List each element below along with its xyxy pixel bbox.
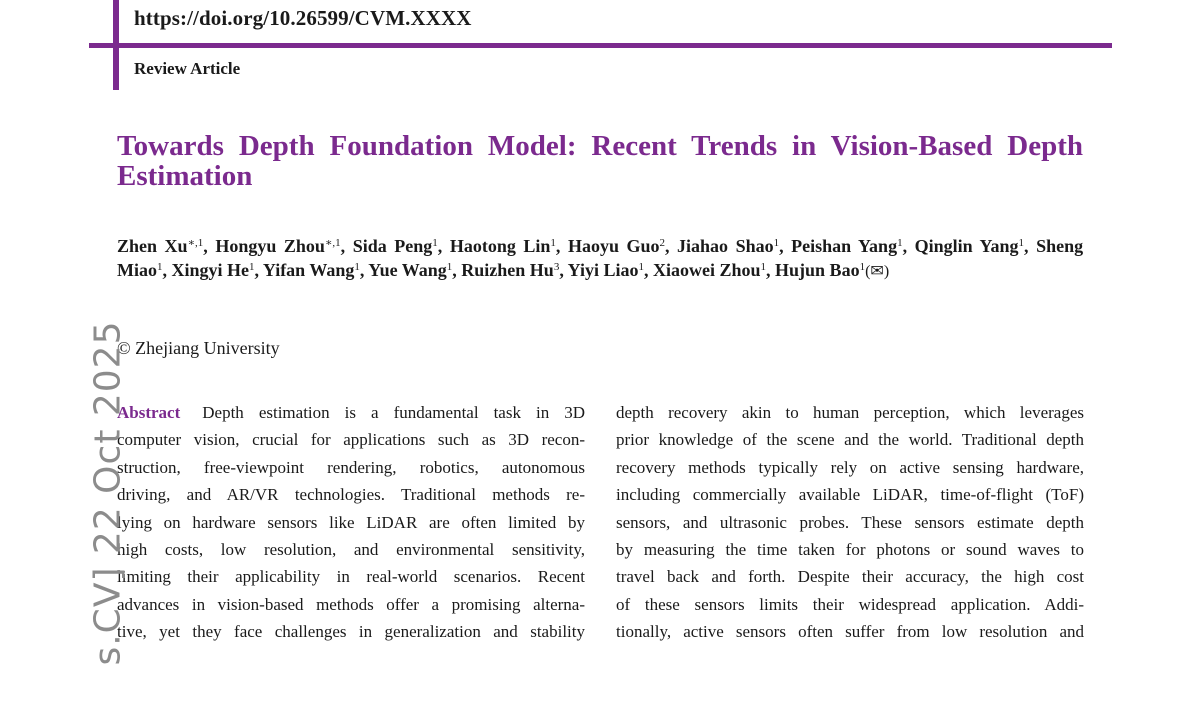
abstract-label: Abstract xyxy=(117,403,181,422)
author-affiliation-mark: 1 xyxy=(446,261,453,273)
abstract-line-text: recovery methods typically rely on active sensing hardware, xyxy=(616,457,1084,477)
affiliation: © Zhejiang University xyxy=(117,338,280,358)
author-name xyxy=(353,236,438,256)
abstract-line-text: driving, and AR/VR technologies. Traditional methods re- xyxy=(117,485,585,505)
author-affiliation-mark: 1 xyxy=(157,261,163,273)
paper-title: Towards Depth Foundation Model: Recent Trends in Vision-Based Depth Estimation xyxy=(117,130,1083,192)
author-affiliation-mark: 1 xyxy=(760,261,767,273)
abstract-line xyxy=(117,454,585,481)
abstract-line xyxy=(616,426,1084,453)
author-name xyxy=(368,260,452,280)
author-name xyxy=(915,236,1024,256)
author-affiliation-mark: ∗,1 xyxy=(187,237,204,249)
abstract-line xyxy=(117,591,585,618)
abstract-line xyxy=(117,481,585,508)
author-name-text: Zhen Xu xyxy=(117,236,188,256)
abstract-line-text: advances in vision-based methods offer a promising alterna- xyxy=(117,594,585,614)
author-affiliation-mark: 1 xyxy=(638,261,644,273)
author-name-text: Hujun Bao xyxy=(775,260,860,280)
author-name-text: Xiaowei Zhou xyxy=(653,260,761,280)
author-name xyxy=(775,260,865,280)
abstract-line xyxy=(616,481,1084,508)
author-name-text: Qinglin Yang xyxy=(914,236,1019,256)
author-name-text: Peishan Yang xyxy=(791,236,898,256)
article-type-label: Review Article xyxy=(134,59,241,78)
author-name-text: Haotong Lin xyxy=(449,236,551,256)
author-affiliation-mark: 1 xyxy=(897,237,903,249)
abstract-line xyxy=(616,618,1084,645)
author-name-text: Yiyi Liao xyxy=(567,260,639,280)
author-name-text: Ruizhen Hu xyxy=(461,260,554,280)
author-name xyxy=(568,236,665,256)
abstract-line-text: sensors, and ultrasonic probes. These sensors estimate depth xyxy=(616,512,1084,532)
author-name xyxy=(172,260,255,280)
author-name-text: Haoyu Guo xyxy=(567,236,660,256)
abstract-line-text: computer vision, crucial for applications such as 3D recon- xyxy=(117,430,585,450)
arxiv-stamp-text: s.CV] 22 Oct 2025 xyxy=(87,320,129,666)
abstract-column-left xyxy=(117,399,585,659)
author-name xyxy=(653,260,766,280)
abstract-line-text: lying on hardware sensors like LiDAR are often limited by xyxy=(117,512,585,532)
author-name xyxy=(461,260,559,280)
abstract-line-text: tive, yet they face challenges in generalization and stability xyxy=(117,622,585,642)
abstract-line xyxy=(616,563,1084,590)
abstract-line-text: travel back and forth. Despite their accuracy, the high cost xyxy=(616,567,1084,587)
abstract-line-text: prior knowledge of the scene and the world. Traditional depth xyxy=(616,430,1084,450)
abstract-line-text: tionally, active sensors often suffer from low resolution and xyxy=(616,622,1084,642)
author-list: Zhen $Xu^{∗,1}$, Hongyu Zhou$^{∗,1}$, Sida Peng$^1$, Haotong Lin$^1$, Haoyu Guo$^2$, Jiahao Shao$^1$, Peishan Yang$^1$, Qinglin Yang$^1$, Sheng Miao$^1$, Xingyi He$^1$, Yifan Wang$^1$, Yue Wang$^1$, Ruizhen Hu$^3$, Yiyi Liao$^1$, Xiaowei Zhou$^1$, Hujun Bao$^1$(✉) xyxy=(117,234,1083,284)
author-affiliation-mark: 1 xyxy=(354,261,360,273)
header-horizontal-rule xyxy=(89,43,1112,48)
author-name xyxy=(450,236,556,256)
author-affiliation-mark: 1 xyxy=(249,261,255,273)
author-affiliation-mark: 1 xyxy=(432,237,438,249)
author-name xyxy=(568,260,644,280)
author-name xyxy=(791,236,902,256)
author-name xyxy=(117,236,203,256)
author-name-text: Hongyu Zhou xyxy=(215,236,325,256)
author-affiliation-mark: 1 xyxy=(550,237,556,249)
abstract-line xyxy=(117,509,585,536)
abstract-line xyxy=(616,399,1084,426)
author-affiliation-mark: 3 xyxy=(553,261,560,273)
author-name-text: Yifan Wang xyxy=(262,260,355,280)
abstract-line-text: of these sensors limits their widespread application. Addi- xyxy=(616,594,1084,614)
abstract-line xyxy=(117,563,585,590)
abstract-line-text: limiting their applicability in real-world scenarios. Recent xyxy=(117,567,585,587)
abstract-column-right xyxy=(616,399,1084,659)
abstract-line-text: including commercially available LiDAR, time-of-flight (ToF) xyxy=(616,485,1084,505)
author-name-text: Sida Peng xyxy=(352,236,433,256)
abstract-line-text: Depth estimation is a fundamental task in 3D xyxy=(202,403,585,422)
author-name xyxy=(677,236,779,256)
author-name-text: Jiahao Shao xyxy=(677,236,774,256)
abstract-line-text: high costs, low resolution, and environmental sensitivity, xyxy=(117,540,585,560)
abstract-line-text: by measuring the time taken for photons or sound waves to xyxy=(616,540,1084,560)
author-affiliation-mark: 1 xyxy=(859,261,866,273)
cropped-header-text xyxy=(134,0,254,2)
abstract-line xyxy=(616,509,1084,536)
author-name-text: Sheng Miao xyxy=(117,236,1084,280)
author-affiliation-mark: ∗,1 xyxy=(324,237,341,249)
abstract-line xyxy=(117,426,585,453)
abstract-line-text: struction, free-viewpoint rendering, robotics, autonomous xyxy=(117,457,585,477)
author-affiliation-mark: 1 xyxy=(1018,237,1025,249)
abstract-line xyxy=(616,536,1084,563)
abstract-line xyxy=(616,591,1084,618)
abstract-line xyxy=(117,618,585,645)
author-name-text: Yue Wang xyxy=(368,260,447,280)
author-affiliation-mark: 2 xyxy=(659,237,665,249)
abstract-line xyxy=(117,399,585,426)
abstract-line xyxy=(616,454,1084,481)
author-name xyxy=(263,260,360,280)
abstract-line-text: depth recovery akin to human perception, which leverages xyxy=(616,403,1084,422)
doi-link[interactable]: https://doi.org/10.26599/CVM.XXXX xyxy=(134,6,472,30)
envelope-icon[interactable]: (✉) xyxy=(865,263,890,280)
author-name-text: Xingyi He xyxy=(171,260,250,280)
author-name xyxy=(215,236,340,256)
arxiv-side-stamp xyxy=(18,320,129,666)
author-affiliation-mark: 1 xyxy=(773,237,780,249)
abstract-line xyxy=(117,536,585,563)
